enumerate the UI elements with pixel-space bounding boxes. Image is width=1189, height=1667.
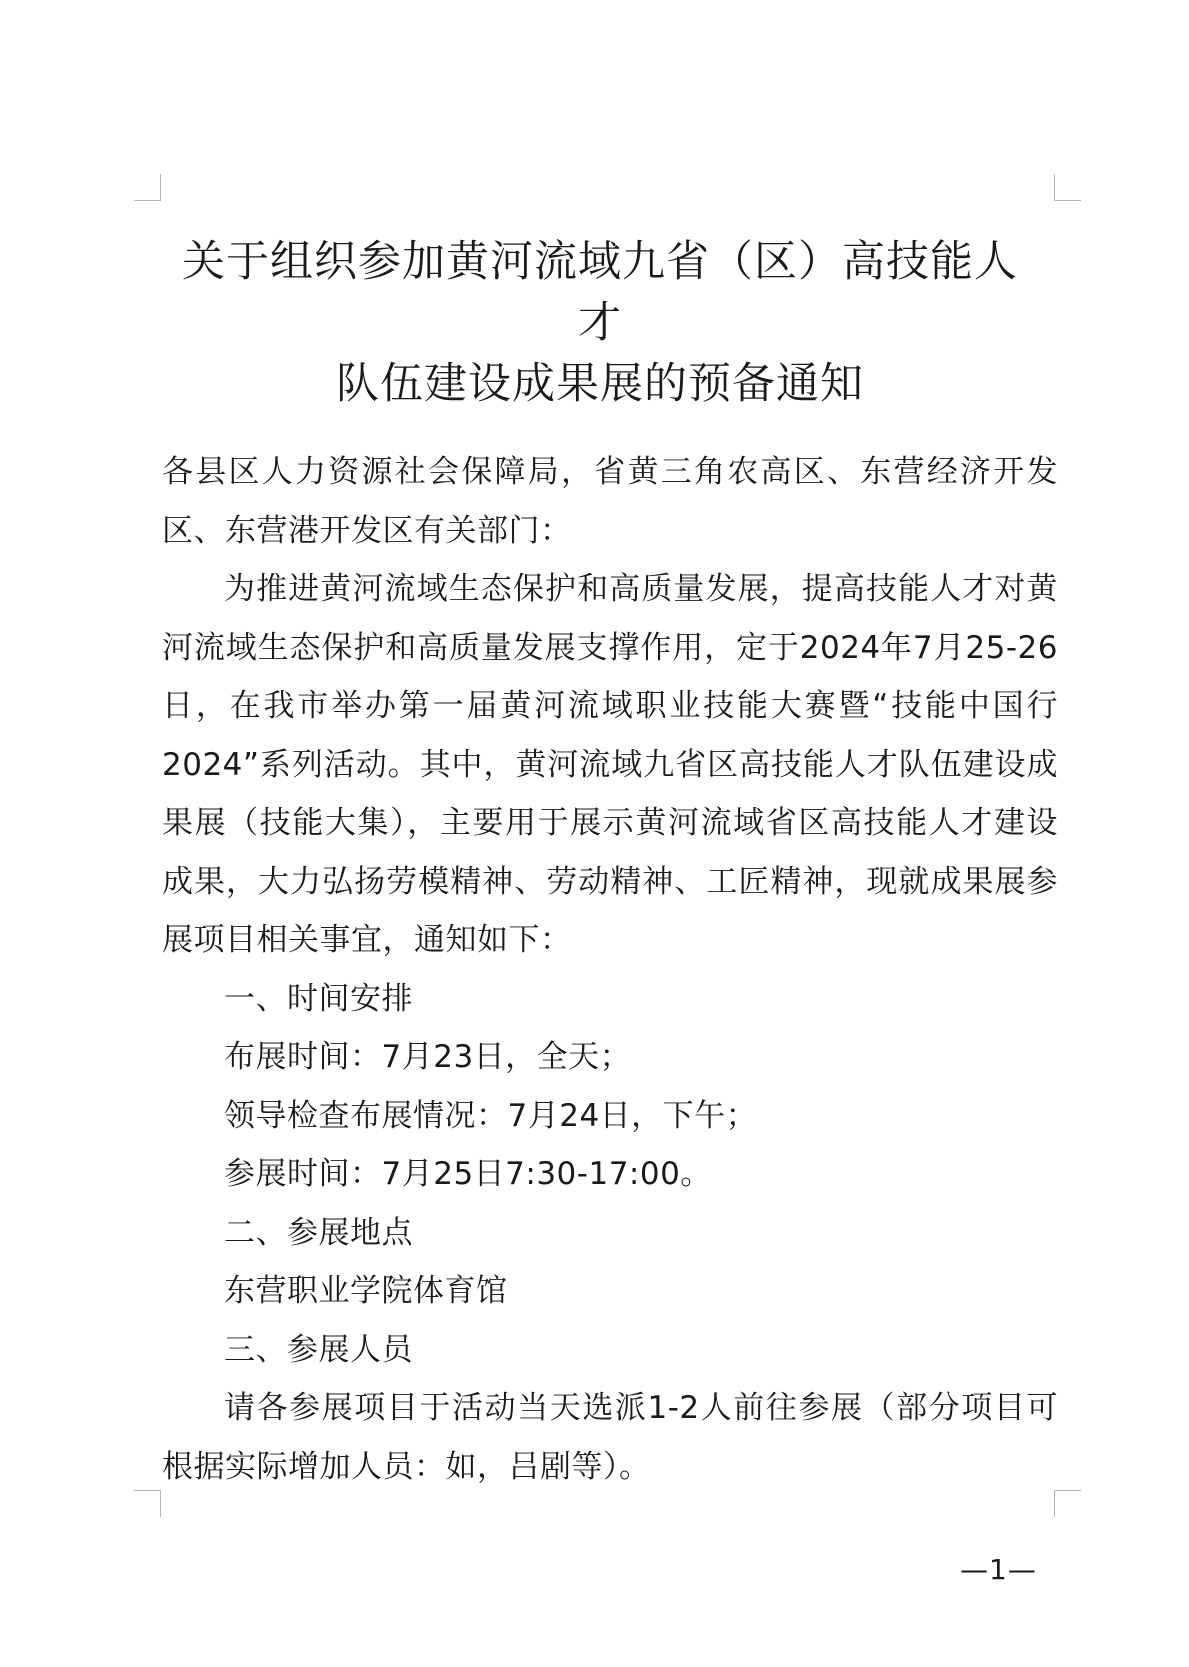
schedule-item: 领导检查布展情况：7月24日，下午；: [224, 1097, 758, 1134]
section-heading-venue: 二、参展地点: [224, 1214, 413, 1251]
title-line-2: 才: [578, 297, 622, 348]
page-number: —1—: [960, 1553, 1037, 1586]
venue-text: 东营职业学院体育馆: [224, 1273, 508, 1309]
crop-mark-bottom-right: [1054, 1490, 1081, 1517]
section-heading-participants: 三、参展人员: [224, 1331, 413, 1368]
schedule-item: 布展时间：7月23日，全天；: [224, 1039, 632, 1075]
document-title: [160, 232, 1040, 415]
title-line-3: 队伍建设成果展的预备通知: [336, 358, 864, 409]
participants-text: 请各参展项目于活动当天选派1-2人前往参展（部分项目可根据实际增加人员：如，吕剧等）。: [162, 1390, 1058, 1485]
crop-mark-bottom-left: [134, 1490, 161, 1517]
intro-paragraph: 为推进黄河流域生态保护和高质量发展，提高技能人才对黄河流域生态保护和高质量发展支撑作用，定于2024年7月25-26日，在我市举办第一届黄河流域职业技能大赛暨“技能中国行2024”系列活动。其中，黄河流域九省区高技能人才队伍建设成果展（技能大集），主要用于展示黄河流域省区高技能人才建设成果，大力弘扬劳模精神、劳动精神、工匠精神，现就成果展参展项目相关事宜，通知如下：: [162, 571, 1058, 958]
addressee: 各县区人力资源社会保障局，省黄三角农高区、东营经济开发区、东营港开发区有关部门：: [162, 454, 1058, 549]
title-line-1: 关于组织参加黄河流域九省（区）高技能人: [182, 236, 1018, 287]
document-body: [162, 443, 1058, 1496]
section-heading-schedule: 一、时间安排: [224, 980, 413, 1017]
schedule-item: 参展时间：7月25日7:30-17:00。: [224, 1156, 712, 1192]
crop-mark-top-right: [1054, 174, 1081, 201]
crop-mark-top-left: [134, 174, 161, 201]
